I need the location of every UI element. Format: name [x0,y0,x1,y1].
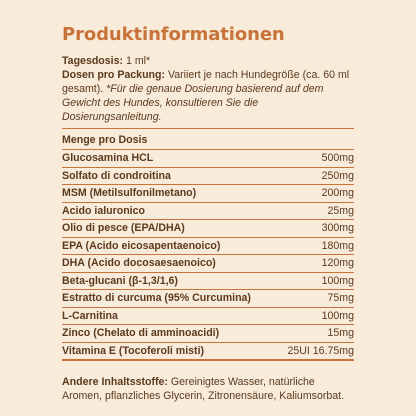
nutrient-name: Vitamina E (Tocoferoli misti) [62,344,205,357]
nutrient-name: L-Carnitina [62,309,118,322]
nutrient-name: Olio di pesce (EPA/DHA) [62,222,185,234]
nutrient-amount: 75mg [327,292,354,304]
other-ingredients-label: Andere Inhaltsstoffe: [62,376,168,388]
nutrient-amount: 15mg [327,327,354,339]
table-row [62,150,354,168]
table-bottom-rule [62,359,354,361]
nutrient-amount: 100mg [321,274,354,287]
dosage-note: *Für die genaue Dosierung basierend auf dem Gewicht des Hundes, konsultieren Sie die Dosierungsanleitung. [62,83,324,123]
doses-per-pack-label: Dosen pro Packung: [62,69,166,81]
table-row [62,290,354,308]
dose-header: Menge pro Dosis [62,134,148,146]
table-row [62,325,354,343]
daily-dose-value: 1 ml* [125,55,151,67]
table-row [62,307,354,325]
daily-dose-label: Tagesdosis: [62,55,124,67]
nutrient-name: Beta-glucani (β-1,3/1,6) [62,274,178,287]
daily-dose-line [62,54,354,68]
page-title: Produktinformationen [62,24,285,45]
nutrient-name: Estratto di curcuma (95% Curcumina) [62,292,251,304]
doses-per-pack-value: Variiert je nach Hundegröße (ca. 60 ml gesamt). [62,69,350,95]
nutrient-name: EPA (Acido eicosapentaenoico) [62,239,221,252]
nutrient-name: Zinco (Chelato di amminoacidi) [62,327,220,339]
dosage-info [62,54,354,124]
table-row [62,272,354,290]
table-row [62,255,354,273]
table-row [62,185,354,203]
nutrient-amount: 120mg [321,257,354,269]
table-row [62,342,354,359]
nutrient-name: Solfato di condroitina [62,169,171,182]
nutrient-table [62,149,354,359]
table-row [62,167,354,185]
product-info-panel [62,24,354,403]
table-row [62,202,354,220]
doses-per-pack-line [62,68,354,124]
nutrient-amount: 250mg [321,169,354,182]
nutrient-name: DHA (Acido docosaesaenoico) [62,257,216,269]
nutrient-amount: 100mg [321,309,354,322]
nutrient-name: MSM (Metilsulfonilmetano) [62,187,197,199]
nutrient-name: Glucosamina HCL [62,152,154,164]
other-ingredients-value: Gereinigtes Wasser, natürliche Aromen, pflanzliches Glycerin, Zitronensäure, Kaliumsorbat. [62,376,345,402]
nutrient-name: Acido ialuronico [62,204,145,217]
nutrient-amount: 25mg [327,204,354,217]
nutrient-amount: 200mg [321,187,354,199]
table-row [62,220,354,238]
nutrient-amount: 180mg [321,239,354,252]
nutrient-amount: 500mg [321,152,354,164]
table-row [62,237,354,255]
nutrient-amount: 25UI 16.75mg [287,344,354,357]
other-ingredients [62,375,354,403]
nutrient-amount: 300mg [321,222,354,234]
